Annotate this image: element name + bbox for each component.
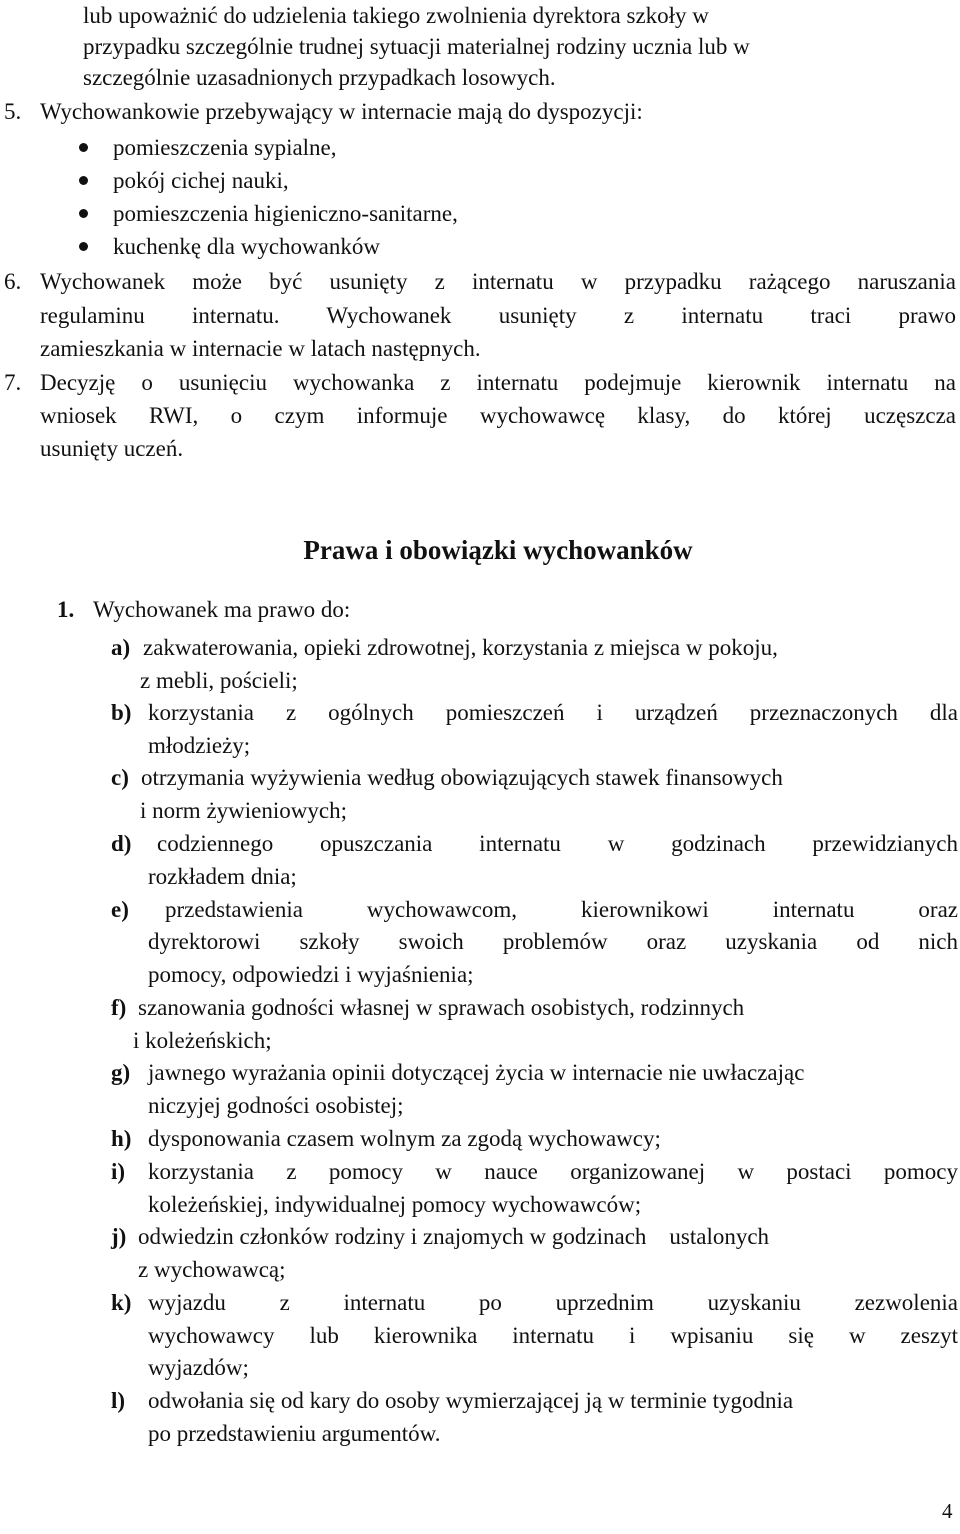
- item-letter: b): [111, 700, 132, 725]
- bullet-icon: [79, 176, 88, 185]
- item-letter: j): [111, 1224, 127, 1249]
- section-5-number: 5.: [4, 99, 22, 124]
- section-5-text: Wychowankowie przebywający w internacie mają do dyspozycji:: [40, 99, 643, 124]
- item-line: i koleżeńskich;: [133, 1028, 272, 1053]
- item-letter: i): [111, 1159, 126, 1184]
- rights-number: 1.: [57, 597, 75, 622]
- item-line: odwiedzin członków rodziny i znajomych w godzinach ustalonych: [138, 1224, 770, 1249]
- item-line: wyjazdu z internatu po uprzednim uzyskaniu zezwolenia: [148, 1290, 958, 1315]
- item-line: koleżeńskiej, indywidualnej pomocy wychowawców;: [148, 1192, 642, 1217]
- section-7-number: 7.: [4, 370, 22, 395]
- item-letter: f): [111, 995, 127, 1020]
- item-line: rozkładem dnia;: [148, 864, 297, 889]
- intro-line: przypadku szczególnie trudnej sytuacji materialnej rodziny ucznia lub w: [83, 34, 750, 59]
- item-line: korzystania z ogólnych pomieszczeń i urządzeń przeznaczonych dla: [148, 700, 958, 725]
- bullet-icon: [79, 143, 88, 152]
- item-line: szanowania godności własnej w sprawach osobistych, rodzinnych: [138, 995, 745, 1020]
- bullet-icon: [79, 209, 88, 218]
- section-6-line: zamieszkania w internacie w latach następnych.: [40, 336, 481, 361]
- section-7-line: Decyzję o usunięciu wychowanka z internatu podejmuje kierownik internatu na: [40, 370, 956, 395]
- bullet-icon: [79, 242, 88, 251]
- item-line: wyjazdów;: [148, 1355, 249, 1380]
- item-line: korzystania z pomocy w nauce organizowanej w postaci pomocy: [148, 1159, 958, 1184]
- item-line: młodzieży;: [148, 733, 251, 758]
- section-7-line: wniosek RWI, o czym informuje wychowawcę klasy, do której uczęszcza: [40, 403, 956, 428]
- section-6-line: regulaminu internatu. Wychowanek usunięty z internatu traci prawo: [40, 303, 956, 328]
- item-letter: d): [111, 831, 132, 856]
- item-line: przedstawienia wychowawcom, kierownikowi internatu oraz: [165, 897, 958, 922]
- intro-line: lub upoważnić do udzielenia takiego zwolnienia dyrektora szkoły w: [83, 3, 709, 28]
- item-line: po przedstawieniu argumentów.: [148, 1421, 441, 1446]
- bullet-item: pomieszczenia higieniczno-sanitarne,: [113, 201, 458, 226]
- rights-intro: Wychowanek ma prawo do:: [93, 597, 351, 622]
- item-line: pomocy, odpowiedzi i wyjaśnienia;: [148, 962, 474, 987]
- item-line: zakwaterowania, opieki zdrowotnej, korzystania z miejsca w pokoju,: [143, 635, 778, 660]
- item-letter: g): [111, 1060, 131, 1085]
- item-letter: l): [111, 1388, 126, 1413]
- item-line: i norm żywieniowych;: [140, 798, 347, 823]
- item-letter: a): [111, 635, 131, 660]
- item-line: dyrektorowi szkoły swoich problemów oraz uzyskania od nich: [148, 929, 958, 954]
- item-line: z wychowawcą;: [138, 1257, 286, 1282]
- bullet-item: kuchenkę dla wychowanków: [113, 234, 380, 259]
- item-line: odwołania się od kary do osoby wymierzającej ją w terminie tygodnia: [148, 1388, 794, 1413]
- intro-line: szczególnie uzasadnionych przypadkach losowych.: [83, 65, 556, 90]
- item-line: wychowawcy lub kierownika internatu i wpisaniu się w zeszyt: [148, 1323, 958, 1348]
- page-number: 4: [942, 1499, 953, 1523]
- section-6-line: Wychowanek może być usunięty z internatu w przypadku rażącego naruszania: [40, 269, 956, 294]
- item-line: jawnego wyrażania opinii dotyczącej życia w internacie nie uwłaczając: [148, 1060, 805, 1085]
- item-line: niczyjej godności osobistej;: [148, 1093, 404, 1118]
- item-line: z mebli, pościeli;: [140, 668, 298, 693]
- section-heading: Prawa i obowiązki wychowanków: [303, 535, 693, 565]
- item-letter: c): [111, 765, 129, 790]
- item-line: codziennego opuszczania internatu w godzinach przewidzianych: [157, 831, 958, 856]
- item-letter: k): [111, 1290, 132, 1315]
- item-line: otrzymania wyżywienia według obowiązujących stawek finansowych: [141, 765, 783, 790]
- item-line: dysponowania czasem wolnym za zgodą wychowawcy;: [148, 1126, 661, 1151]
- section-7-line: usunięty uczeń.: [40, 436, 184, 461]
- bullet-item: pokój cichej nauki,: [113, 168, 289, 193]
- section-6-number: 6.: [4, 269, 22, 294]
- item-letter: h): [111, 1126, 132, 1151]
- bullet-item: pomieszczenia sypialne,: [113, 135, 337, 160]
- item-letter: e): [111, 897, 129, 922]
